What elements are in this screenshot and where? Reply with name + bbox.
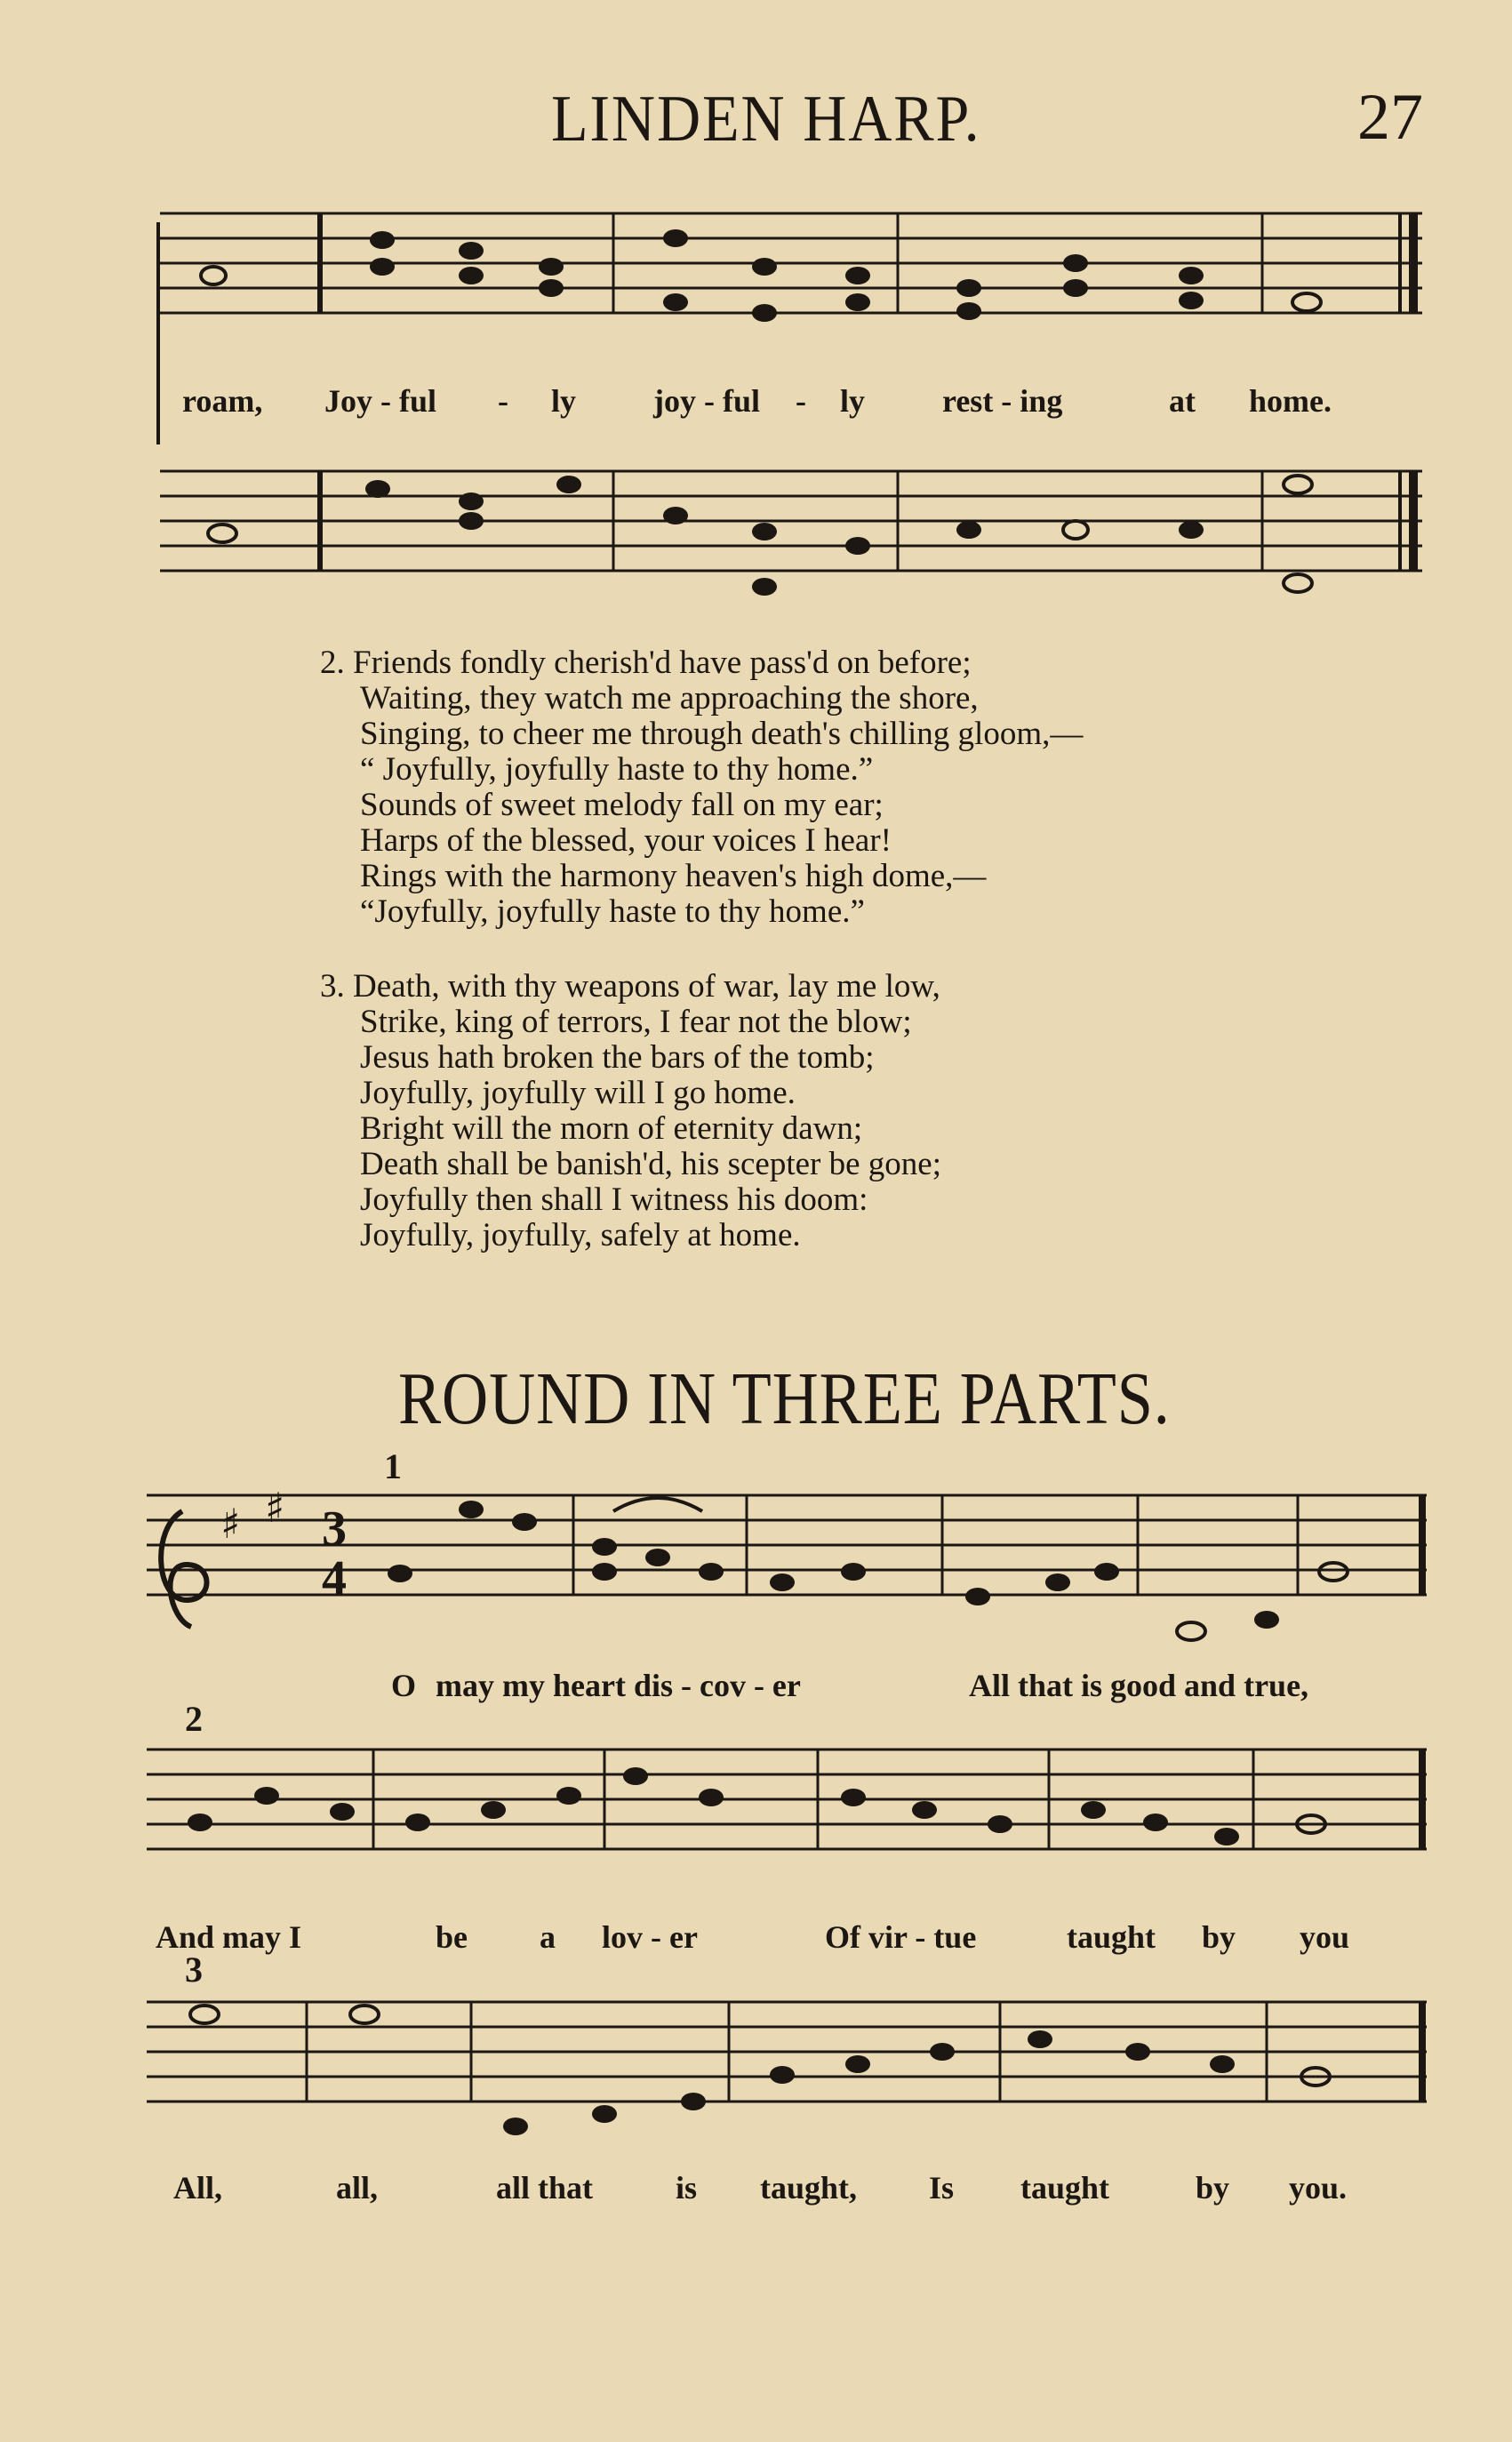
lyric-syllable: All, [173, 2170, 223, 2206]
stanza-line: 3. Death, with thy weapons of war, lay me low, [320, 968, 940, 1005]
lyric-syllable: rest - ing [942, 383, 1063, 419]
lyric-syllable: joy - ful [653, 383, 760, 419]
lyric-syllable: Joy - ful [324, 383, 436, 419]
lyric-syllable: taught [1020, 2170, 1110, 2206]
lyric-syllable: Is [929, 2170, 955, 2206]
lyric-syllable: all, [336, 2170, 379, 2206]
svg-text:♯: ♯ [265, 1484, 285, 1532]
stanza-line: Bright will the morn of eternity dawn; [360, 1110, 863, 1147]
lyric-syllable: All that is good and true, [969, 1668, 1309, 1703]
lyric-syllable: Of vir - tue [825, 1919, 977, 1955]
stanza-line: Strike, king of terrors, I fear not the blow; [360, 1004, 912, 1040]
stanza-line: Joyfully then shall I witness his doom: [360, 1181, 868, 1218]
lyric-syllable: roam, [182, 383, 263, 419]
lyric-syllable: lov - er [602, 1919, 698, 1955]
stanza-line: Sounds of sweet melody fall on my ear; [360, 787, 884, 823]
lyric-syllable: taught [1067, 1919, 1156, 1955]
running-header-title: LINDEN HARP. [551, 83, 981, 156]
stanza-line: Singing, to cheer me through death's chilling gloom,— [360, 716, 1084, 752]
time-sig-bottom: 4 [322, 1551, 347, 1606]
lyric-syllable: by [1202, 1919, 1236, 1955]
stanza-line: Jesus hath broken the bars of the tomb; [360, 1039, 875, 1076]
lyric-syllable: at [1169, 383, 1196, 419]
stanza-line: Waiting, they watch me approaching the shore, [360, 680, 979, 717]
lyric-syllable: taught, [760, 2170, 858, 2206]
stanza-line: 2. Friends fondly cherish'd have pass'd on before; [320, 645, 972, 681]
lyric-syllable: by [1196, 2170, 1230, 2206]
lyric-syllable: may my heart dis - cov - er [436, 1668, 801, 1703]
stanza-line: Joyfully, joyfully, safely at home. [360, 1217, 801, 1253]
stanza-line: Harps of the blessed, your voices I hear! [360, 822, 892, 859]
lyric-syllable: - [498, 383, 508, 419]
section-title: ROUND IN THREE PARTS. [398, 1357, 1171, 1440]
lyric-syllable: a [540, 1919, 556, 1955]
lyric-syllable: O [391, 1668, 417, 1703]
part-number: 3 [185, 1950, 203, 1990]
stanza-line: Rings with the harmony heaven's high dome,— [360, 858, 987, 894]
part-number: 1 [384, 1446, 402, 1486]
page-number: 27 [1357, 81, 1423, 154]
stanza-line: “Joyfully, joyfully haste to thy home.” [360, 893, 865, 930]
stanza-line: “ Joyfully, joyfully haste to thy home.” [360, 751, 874, 788]
stanza-line: Joyfully, joyfully will I go home. [360, 1075, 796, 1111]
time-sig-top: 3 [322, 1501, 347, 1557]
lyric-syllable: ly [551, 383, 577, 419]
lyric-syllable: ly [840, 383, 866, 419]
lyric-syllable: be [436, 1919, 468, 1955]
lyric-syllable: all that [496, 2170, 594, 2206]
part-number: 2 [185, 1699, 203, 1739]
lyric-syllable: is [676, 2170, 698, 2206]
stanza-line: Death shall be banish'd, his scepter be gone; [360, 1146, 941, 1182]
lyric-syllable: - [796, 383, 806, 419]
lyric-syllable: you. [1289, 2170, 1348, 2206]
svg-text:♯: ♯ [220, 1500, 241, 1548]
lyric-syllable: home. [1249, 383, 1332, 419]
lyric-syllable: And may I [156, 1919, 302, 1955]
lyric-syllable: you [1300, 1919, 1350, 1955]
